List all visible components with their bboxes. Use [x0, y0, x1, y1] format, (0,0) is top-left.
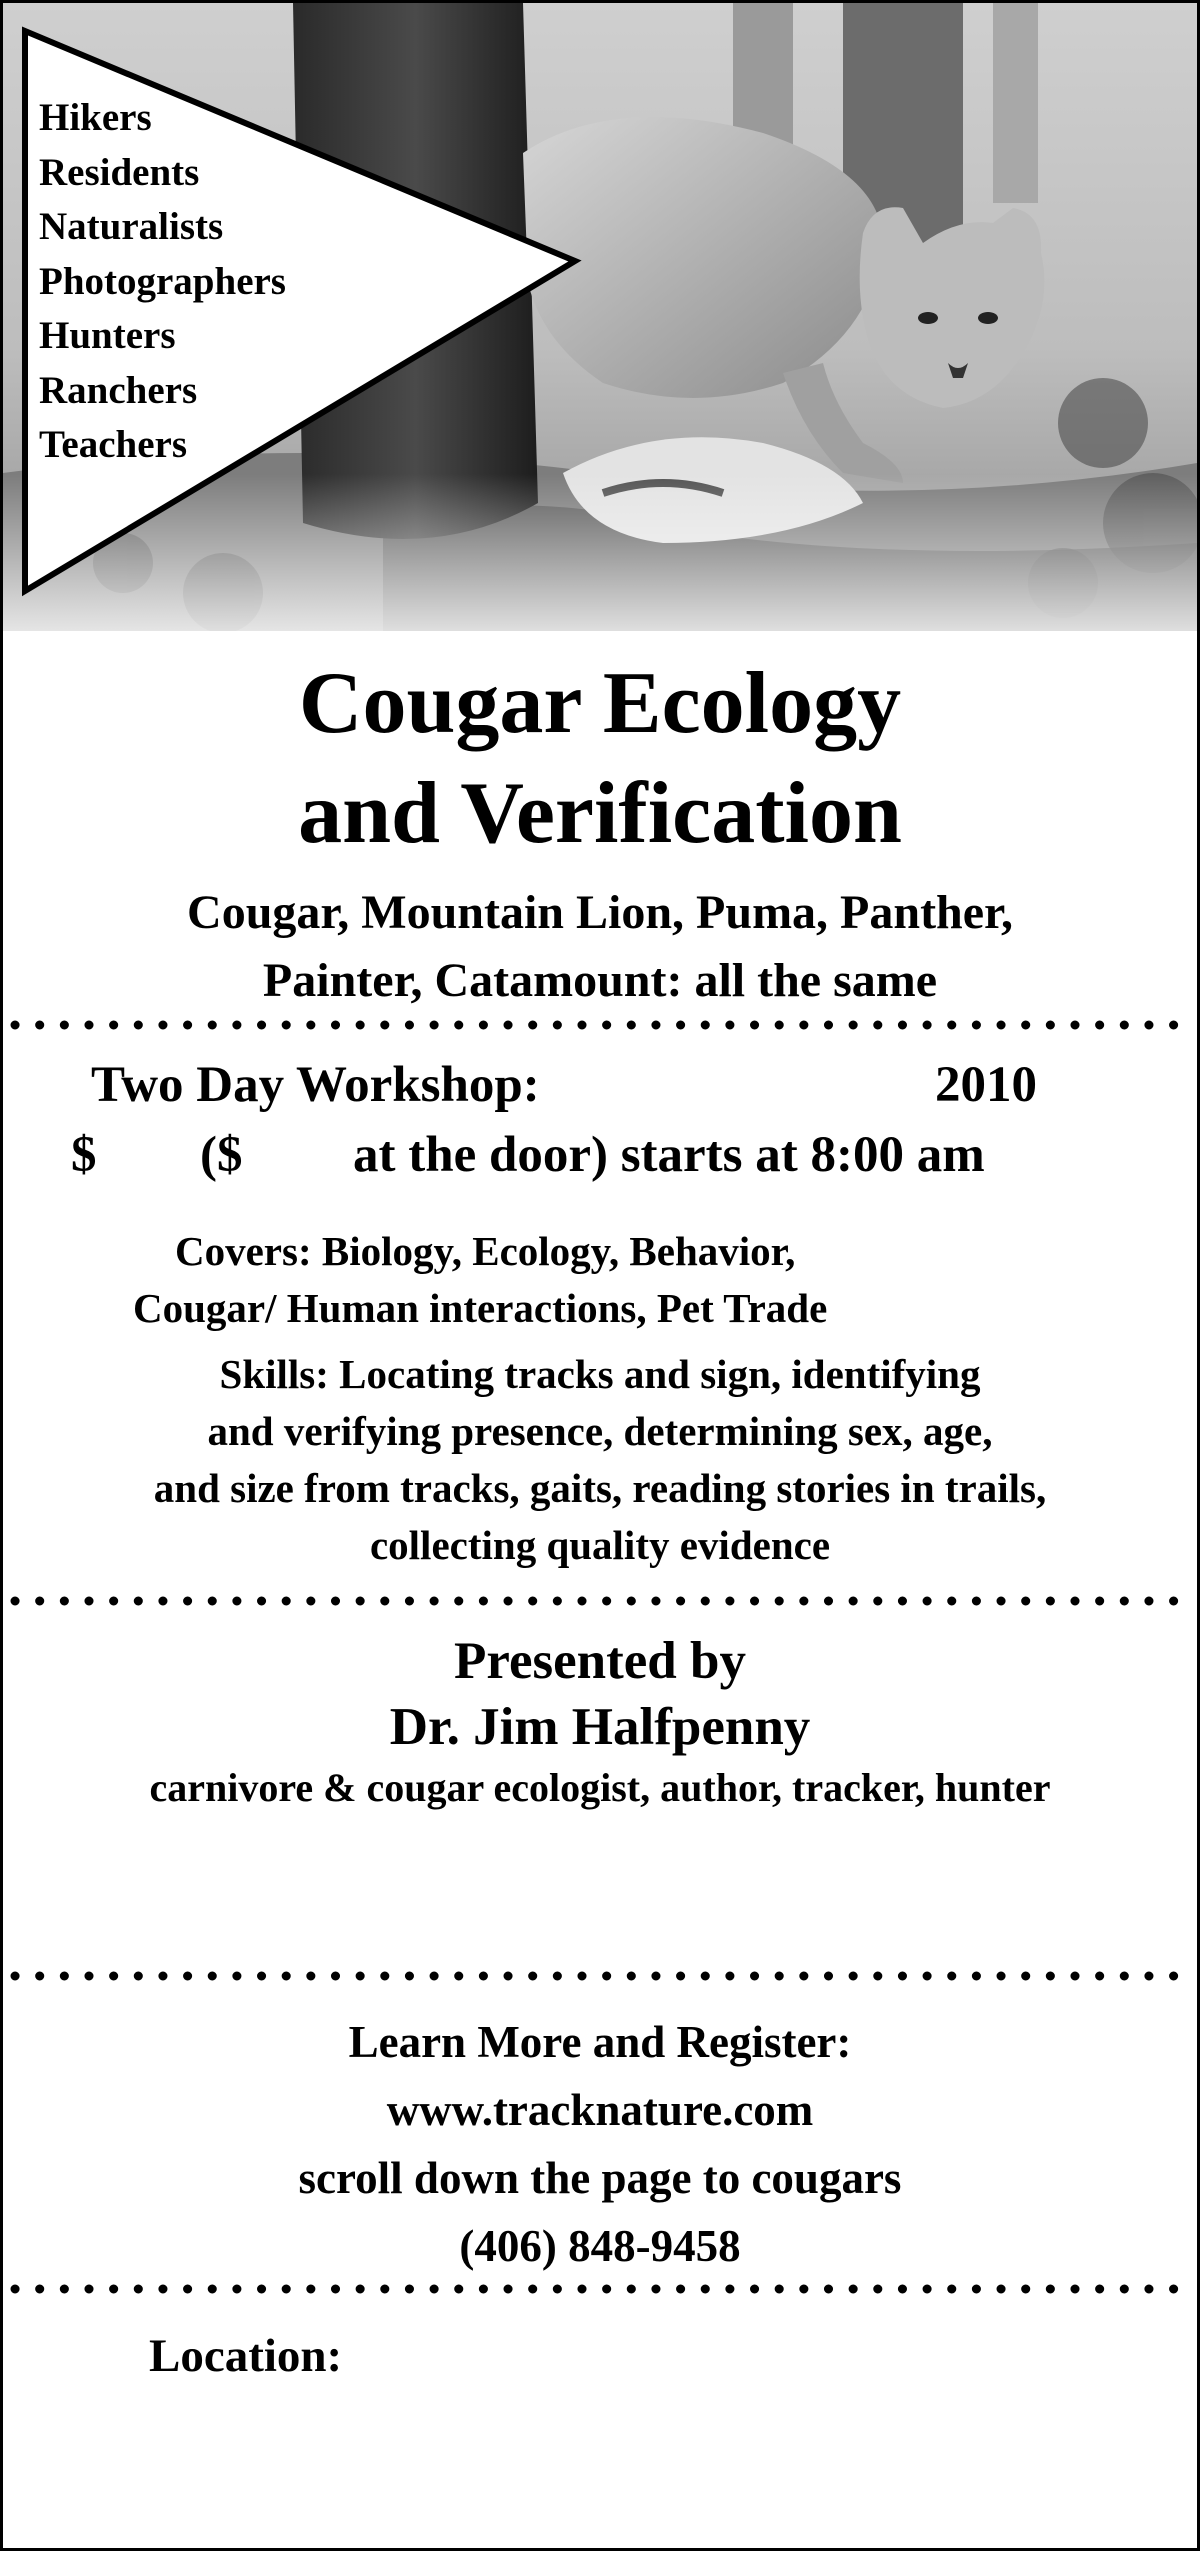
register-block [3, 2008, 1197, 2280]
audience-item: Photographers [39, 259, 286, 303]
skills-line: and size from tracks, gaits, reading stories in trails, [153, 1465, 1047, 1511]
audience-item: Teachers [39, 423, 188, 466]
title-line: and Verification [298, 765, 902, 862]
covers-block [3, 1223, 1197, 1337]
audience-list [39, 91, 286, 473]
names-line: Painter, Catamount: all the same [262, 954, 938, 1007]
dotted-divider [3, 1018, 1197, 1032]
start-time-text: at the door) starts at 8:00 am [353, 1127, 985, 1183]
title-block [3, 649, 1197, 869]
names-block [3, 879, 1197, 1015]
dotted-divider [3, 1969, 1197, 1983]
presenter-block [3, 1628, 1197, 1816]
price-row [3, 1120, 1197, 1190]
phone-number: (406) 848-9458 [459, 2221, 741, 2271]
audience-item: Hunters [39, 314, 176, 357]
covers-line: Cougar/ Human interactions, Pet Trade [133, 1285, 828, 1331]
location-label: Location: [149, 2330, 343, 2382]
audience-item: Ranchers [39, 368, 198, 412]
price-dollar: $ [71, 1127, 97, 1183]
names-line: Cougar, Mountain Lion, Puma, Panther, [187, 886, 1013, 939]
register-heading: Learn More and Register: [348, 2017, 852, 2067]
skills-line: collecting quality evidence [369, 1522, 831, 1568]
workshop-label: Two Day Workshop: [91, 1057, 540, 1113]
website-link[interactable]: www.tracknature.com [386, 2085, 814, 2135]
workshop-heading-row [3, 1050, 1197, 1120]
dotted-divider [3, 2282, 1197, 2296]
title-line: Cougar Ecology [298, 655, 902, 752]
presenter-description: carnivore & cougar ecologist, author, tracker, hunter [149, 1765, 1051, 1810]
skills-line: and verifying presence, determining sex, age, [207, 1408, 993, 1454]
door-price-dollar: ($ [200, 1127, 243, 1183]
presented-by-label: Presented by [454, 1632, 746, 1690]
covers-line: Covers: Biology, Ecology, Behavior, [175, 1228, 796, 1274]
audience-item: Residents [39, 150, 200, 194]
location-block [3, 2326, 1197, 2386]
skills-block [3, 1346, 1197, 1574]
workshop-year: 2010 [935, 1057, 1037, 1113]
audience-item: Naturalists [39, 205, 224, 248]
cougar-photo [3, 3, 1197, 631]
dotted-divider [3, 1594, 1197, 1608]
skills-line: Skills: Locating tracks and sign, identifying [219, 1351, 981, 1397]
register-instruction: scroll down the page to cougars [298, 2153, 902, 2203]
audience-item: Hikers [39, 96, 152, 139]
presenter-name: Dr. Jim Halfpenny [389, 1698, 811, 1756]
